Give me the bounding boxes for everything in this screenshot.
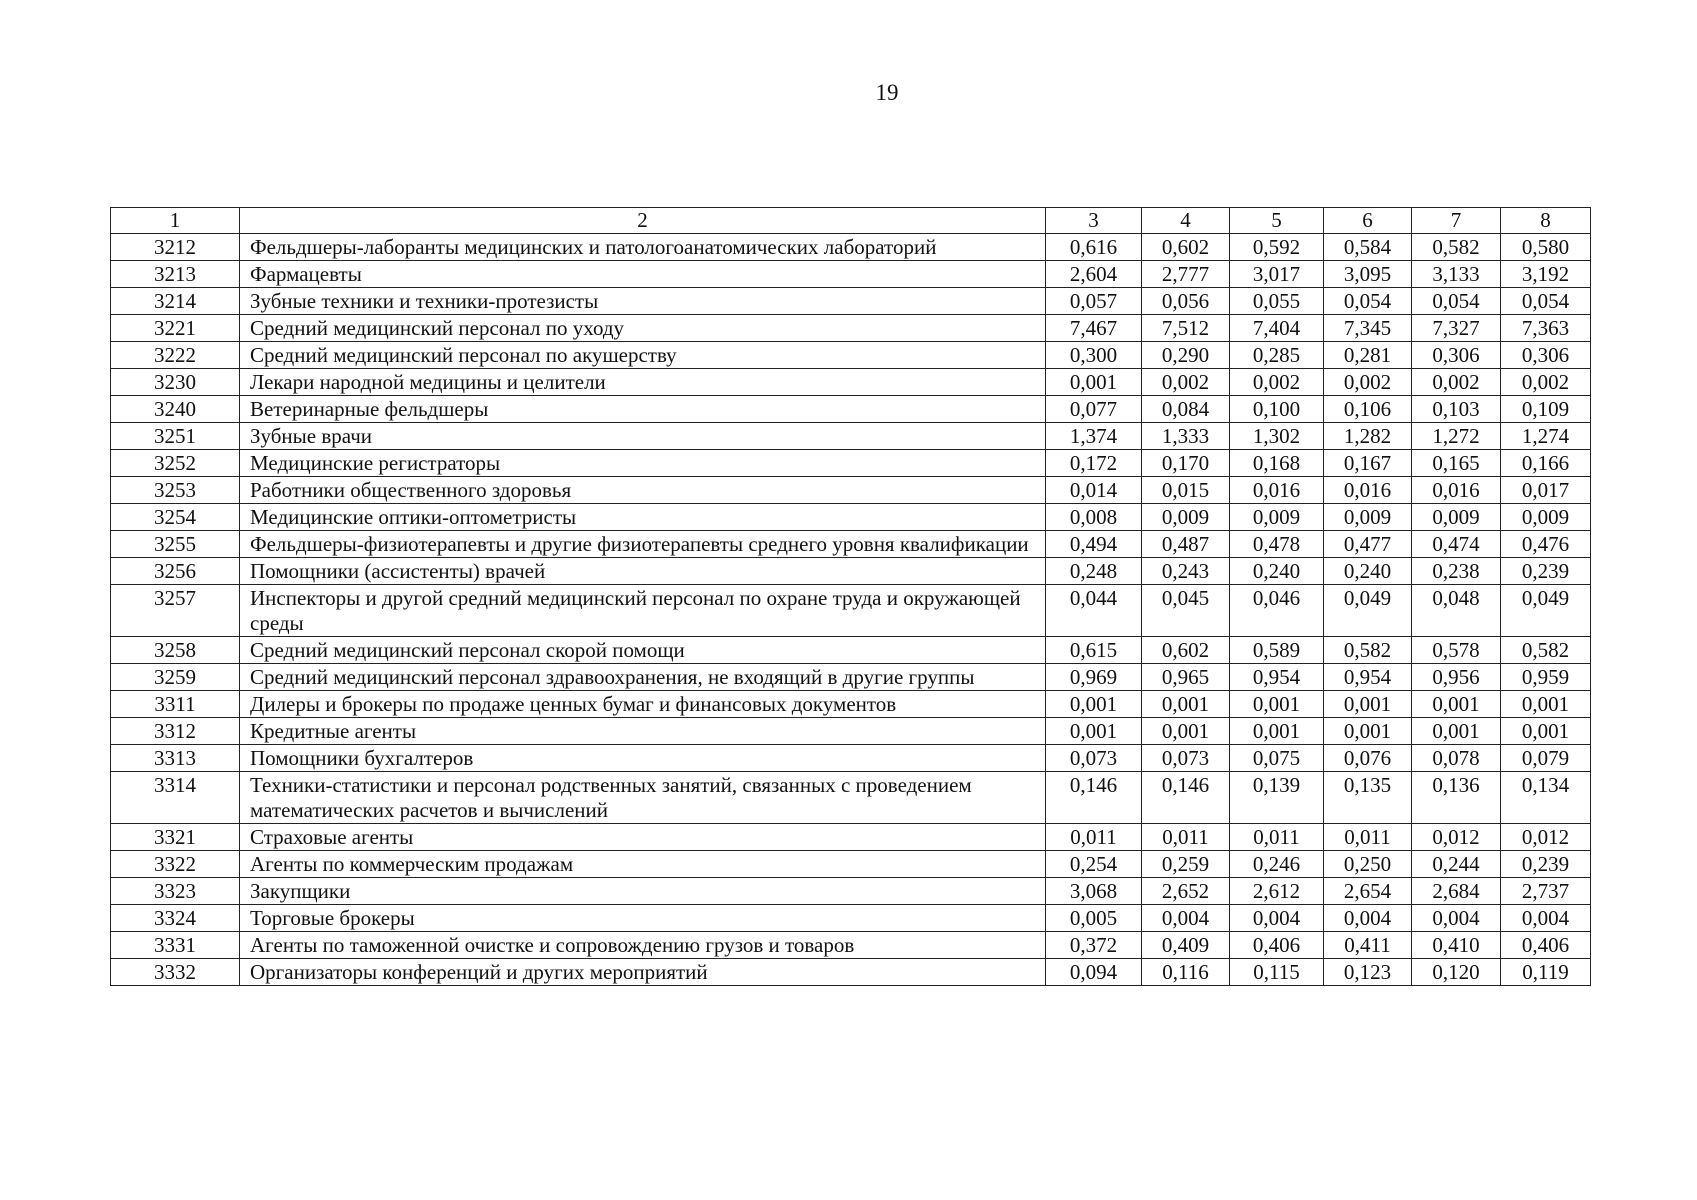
value-cell: 0,009 [1324, 504, 1412, 531]
value-cell: 0,001 [1501, 718, 1591, 745]
table-row [111, 531, 1591, 558]
value-cell: 0,004 [1324, 905, 1412, 932]
occupation-name: Инспекторы и другой средний медицинский персонал по охране труда и окружающей среды [240, 585, 1046, 637]
value-cell: 0,300 [1046, 342, 1142, 369]
value-cell: 0,578 [1412, 637, 1501, 664]
value-cell: 0,049 [1324, 585, 1412, 637]
value-cell: 0,240 [1230, 558, 1324, 585]
occupation-name: Работники общественного здоровья [240, 477, 1046, 504]
value-cell: 0,055 [1230, 288, 1324, 315]
value-cell: 0,046 [1230, 585, 1324, 637]
value-cell: 0,134 [1501, 772, 1591, 824]
value-cell: 0,589 [1230, 637, 1324, 664]
value-cell: 0,005 [1046, 905, 1142, 932]
value-cell: 3,068 [1046, 878, 1142, 905]
value-cell: 0,012 [1501, 824, 1591, 851]
value-cell: 0,243 [1142, 558, 1230, 585]
value-cell: 0,073 [1046, 745, 1142, 772]
occupation-name: Кредитные агенты [240, 718, 1046, 745]
value-cell: 0,011 [1324, 824, 1412, 851]
value-cell: 0,054 [1501, 288, 1591, 315]
value-cell: 0,116 [1142, 959, 1230, 986]
value-cell: 0,616 [1046, 234, 1142, 261]
occupation-name: Агенты по коммерческим продажам [240, 851, 1046, 878]
column-header: 7 [1412, 208, 1501, 234]
column-header: 1 [111, 208, 240, 234]
value-cell: 0,259 [1142, 851, 1230, 878]
table-row [111, 423, 1591, 450]
table-row [111, 504, 1591, 531]
value-cell: 0,012 [1412, 824, 1501, 851]
occupation-name: Средний медицинский персонал по уходу [240, 315, 1046, 342]
value-cell: 0,166 [1501, 450, 1591, 477]
table-row [111, 261, 1591, 288]
table-row [111, 315, 1591, 342]
value-cell: 3,095 [1324, 261, 1412, 288]
value-cell: 0,103 [1412, 396, 1501, 423]
value-cell: 0,119 [1501, 959, 1591, 986]
value-cell: 0,004 [1412, 905, 1501, 932]
column-header: 4 [1142, 208, 1230, 234]
value-cell: 0,009 [1412, 504, 1501, 531]
value-cell: 0,584 [1324, 234, 1412, 261]
value-cell: 0,002 [1501, 369, 1591, 396]
value-cell: 3,133 [1412, 261, 1501, 288]
column-header: 6 [1324, 208, 1412, 234]
value-cell: 0,954 [1230, 664, 1324, 691]
value-cell: 0,011 [1142, 824, 1230, 851]
value-cell: 0,056 [1142, 288, 1230, 315]
value-cell: 0,015 [1142, 477, 1230, 504]
occupation-name: Фармацевты [240, 261, 1046, 288]
value-cell: 0,478 [1230, 531, 1324, 558]
value-cell: 0,009 [1230, 504, 1324, 531]
occupation-code: 3321 [111, 824, 240, 851]
value-cell: 0,969 [1046, 664, 1142, 691]
value-cell: 0,009 [1142, 504, 1230, 531]
table-row [111, 396, 1591, 423]
occupation-code: 3311 [111, 691, 240, 718]
value-cell: 2,737 [1501, 878, 1591, 905]
value-cell: 0,285 [1230, 342, 1324, 369]
value-cell: 0,123 [1324, 959, 1412, 986]
value-cell: 0,306 [1412, 342, 1501, 369]
value-cell: 7,404 [1230, 315, 1324, 342]
value-cell: 2,652 [1142, 878, 1230, 905]
value-cell: 0,100 [1230, 396, 1324, 423]
value-cell: 3,192 [1501, 261, 1591, 288]
table-row [111, 959, 1591, 986]
value-cell: 0,004 [1501, 905, 1591, 932]
value-cell: 0,406 [1230, 932, 1324, 959]
value-cell: 0,016 [1412, 477, 1501, 504]
value-cell: 0,487 [1142, 531, 1230, 558]
occupation-code: 3313 [111, 745, 240, 772]
value-cell: 2,654 [1324, 878, 1412, 905]
occupation-name: Помощники (ассистенты) врачей [240, 558, 1046, 585]
table-row [111, 664, 1591, 691]
value-cell: 0,965 [1142, 664, 1230, 691]
value-cell: 7,327 [1412, 315, 1501, 342]
occupation-code: 3221 [111, 315, 240, 342]
table-header-row [111, 208, 1591, 234]
occupation-name: Торговые брокеры [240, 905, 1046, 932]
table-row [111, 585, 1591, 637]
value-cell: 0,016 [1230, 477, 1324, 504]
value-cell: 0,011 [1046, 824, 1142, 851]
value-cell: 0,602 [1142, 234, 1230, 261]
value-cell: 0,014 [1046, 477, 1142, 504]
value-cell: 0,254 [1046, 851, 1142, 878]
value-cell: 0,239 [1501, 558, 1591, 585]
column-header: 3 [1046, 208, 1142, 234]
value-cell: 0,002 [1412, 369, 1501, 396]
value-cell: 0,290 [1142, 342, 1230, 369]
value-cell: 0,002 [1230, 369, 1324, 396]
occupation-code: 3257 [111, 585, 240, 637]
value-cell: 0,002 [1142, 369, 1230, 396]
value-cell: 2,612 [1230, 878, 1324, 905]
table-row [111, 558, 1591, 585]
value-cell: 0,477 [1324, 531, 1412, 558]
value-cell: 0,136 [1412, 772, 1501, 824]
occupation-code: 3324 [111, 905, 240, 932]
value-cell: 0,244 [1412, 851, 1501, 878]
value-cell: 0,016 [1324, 477, 1412, 504]
table-row [111, 637, 1591, 664]
occupation-code: 3323 [111, 878, 240, 905]
table-row [111, 342, 1591, 369]
occupation-name: Фельдшеры-лаборанты медицинских и патологоанатомических лабораторий [240, 234, 1046, 261]
occupation-code: 3256 [111, 558, 240, 585]
occupation-code: 3213 [111, 261, 240, 288]
value-cell: 0,246 [1230, 851, 1324, 878]
occupation-name: Ветеринарные фельдшеры [240, 396, 1046, 423]
table-row [111, 234, 1591, 261]
table-row [111, 905, 1591, 932]
value-cell: 0,001 [1324, 718, 1412, 745]
occupation-code: 3255 [111, 531, 240, 558]
value-cell: 0,120 [1412, 959, 1501, 986]
value-cell: 0,474 [1412, 531, 1501, 558]
value-cell: 0,001 [1046, 691, 1142, 718]
value-cell: 0,250 [1324, 851, 1412, 878]
occupation-name: Техники-статистики и персонал родственных занятий, связанных с проведением математических расчетов и вычислений [240, 772, 1046, 824]
value-cell: 2,684 [1412, 878, 1501, 905]
occupation-name: Зубные врачи [240, 423, 1046, 450]
value-cell: 0,084 [1142, 396, 1230, 423]
occupation-name: Медицинские регистраторы [240, 450, 1046, 477]
value-cell: 0,170 [1142, 450, 1230, 477]
occupation-code: 3251 [111, 423, 240, 450]
occupation-name: Средний медицинский персонал по акушерству [240, 342, 1046, 369]
occupation-code: 3258 [111, 637, 240, 664]
value-cell: 0,411 [1324, 932, 1412, 959]
value-cell: 3,017 [1230, 261, 1324, 288]
value-cell: 0,139 [1230, 772, 1324, 824]
column-header: 5 [1230, 208, 1324, 234]
occupation-code: 3222 [111, 342, 240, 369]
value-cell: 0,954 [1324, 664, 1412, 691]
value-cell: 0,602 [1142, 637, 1230, 664]
value-cell: 0,372 [1046, 932, 1142, 959]
value-cell: 0,057 [1046, 288, 1142, 315]
column-header: 8 [1501, 208, 1591, 234]
value-cell: 0,001 [1412, 718, 1501, 745]
value-cell: 0,582 [1412, 234, 1501, 261]
value-cell: 0,146 [1142, 772, 1230, 824]
value-cell: 1,374 [1046, 423, 1142, 450]
table-row [111, 745, 1591, 772]
value-cell: 0,001 [1501, 691, 1591, 718]
value-cell: 0,004 [1142, 905, 1230, 932]
value-cell: 0,306 [1501, 342, 1591, 369]
occupation-code: 3240 [111, 396, 240, 423]
value-cell: 0,094 [1046, 959, 1142, 986]
value-cell: 0,008 [1046, 504, 1142, 531]
value-cell: 2,777 [1142, 261, 1230, 288]
value-cell: 0,001 [1142, 718, 1230, 745]
occupation-table [110, 207, 1591, 986]
occupation-name: Дилеры и брокеры по продаже ценных бумаг и финансовых документов [240, 691, 1046, 718]
value-cell: 0,410 [1412, 932, 1501, 959]
occupation-code: 3332 [111, 959, 240, 986]
page-number: 19 [875, 80, 899, 105]
table-row [111, 932, 1591, 959]
value-cell: 0,001 [1412, 691, 1501, 718]
value-cell: 0,001 [1142, 691, 1230, 718]
value-cell: 0,001 [1046, 369, 1142, 396]
value-cell: 0,054 [1412, 288, 1501, 315]
table-row [111, 450, 1591, 477]
value-cell: 0,956 [1412, 664, 1501, 691]
value-cell: 0,167 [1324, 450, 1412, 477]
value-cell: 0,146 [1046, 772, 1142, 824]
value-cell: 0,109 [1501, 396, 1591, 423]
occupation-code: 3259 [111, 664, 240, 691]
value-cell: 0,248 [1046, 558, 1142, 585]
value-cell: 0,281 [1324, 342, 1412, 369]
occupation-name: Страховые агенты [240, 824, 1046, 851]
value-cell: 7,512 [1142, 315, 1230, 342]
occupation-code: 3253 [111, 477, 240, 504]
occupation-name: Зубные техники и техники-протезисты [240, 288, 1046, 315]
value-cell: 0,017 [1501, 477, 1591, 504]
value-cell: 0,615 [1046, 637, 1142, 664]
table-row [111, 878, 1591, 905]
value-cell: 1,272 [1412, 423, 1501, 450]
occupation-name: Лекари народной медицины и целители [240, 369, 1046, 396]
table-body [111, 234, 1591, 986]
value-cell: 0,001 [1230, 691, 1324, 718]
table-row [111, 772, 1591, 824]
column-header: 2 [240, 208, 1046, 234]
value-cell: 0,115 [1230, 959, 1324, 986]
table-row [111, 718, 1591, 745]
occupation-name: Закупщики [240, 878, 1046, 905]
value-cell: 1,282 [1324, 423, 1412, 450]
occupation-name: Помощники бухгалтеров [240, 745, 1046, 772]
value-cell: 0,476 [1501, 531, 1591, 558]
value-cell: 0,045 [1142, 585, 1230, 637]
value-cell: 0,077 [1046, 396, 1142, 423]
value-cell: 7,363 [1501, 315, 1591, 342]
occupation-code: 3230 [111, 369, 240, 396]
table-row [111, 851, 1591, 878]
value-cell: 0,078 [1412, 745, 1501, 772]
table-row [111, 691, 1591, 718]
value-cell: 0,592 [1230, 234, 1324, 261]
occupation-name: Средний медицинский персонал здравоохранения, не входящий в другие группы [240, 664, 1046, 691]
value-cell: 1,333 [1142, 423, 1230, 450]
value-cell: 0,079 [1501, 745, 1591, 772]
value-cell: 0,011 [1230, 824, 1324, 851]
value-cell: 0,959 [1501, 664, 1591, 691]
value-cell: 0,076 [1324, 745, 1412, 772]
occupation-code: 3212 [111, 234, 240, 261]
value-cell: 0,582 [1324, 637, 1412, 664]
value-cell: 1,274 [1501, 423, 1591, 450]
value-cell: 0,106 [1324, 396, 1412, 423]
value-cell: 0,172 [1046, 450, 1142, 477]
value-cell: 0,582 [1501, 637, 1591, 664]
value-cell: 0,409 [1142, 932, 1230, 959]
value-cell: 7,345 [1324, 315, 1412, 342]
value-cell: 0,001 [1230, 718, 1324, 745]
table-row [111, 477, 1591, 504]
value-cell: 0,168 [1230, 450, 1324, 477]
value-cell: 0,075 [1230, 745, 1324, 772]
value-cell: 0,238 [1412, 558, 1501, 585]
occupation-code: 3254 [111, 504, 240, 531]
value-cell: 0,002 [1324, 369, 1412, 396]
value-cell: 0,494 [1046, 531, 1142, 558]
occupation-code: 3322 [111, 851, 240, 878]
value-cell: 1,302 [1230, 423, 1324, 450]
value-cell: 0,001 [1324, 691, 1412, 718]
table-row [111, 369, 1591, 396]
value-cell: 0,049 [1501, 585, 1591, 637]
value-cell: 0,580 [1501, 234, 1591, 261]
occupation-code: 3312 [111, 718, 240, 745]
occupation-name: Фельдшеры-физиотерапевты и другие физиотерапевты среднего уровня квалификации [240, 531, 1046, 558]
occupation-name: Средний медицинский персонал скорой помощи [240, 637, 1046, 664]
value-cell: 0,044 [1046, 585, 1142, 637]
occupation-name: Агенты по таможенной очистке и сопровождению грузов и товаров [240, 932, 1046, 959]
occupation-code: 3331 [111, 932, 240, 959]
occupation-code: 3314 [111, 772, 240, 824]
value-cell: 0,048 [1412, 585, 1501, 637]
table-row [111, 288, 1591, 315]
occupation-name: Организаторы конференций и других мероприятий [240, 959, 1046, 986]
value-cell: 0,135 [1324, 772, 1412, 824]
value-cell: 0,239 [1501, 851, 1591, 878]
value-cell: 0,073 [1142, 745, 1230, 772]
value-cell: 0,004 [1230, 905, 1324, 932]
occupation-code: 3252 [111, 450, 240, 477]
occupation-name: Медицинские оптики-оптометристы [240, 504, 1046, 531]
value-cell: 0,165 [1412, 450, 1501, 477]
value-cell: 0,406 [1501, 932, 1591, 959]
value-cell: 0,001 [1046, 718, 1142, 745]
value-cell: 0,240 [1324, 558, 1412, 585]
occupation-code: 3214 [111, 288, 240, 315]
value-cell: 2,604 [1046, 261, 1142, 288]
value-cell: 7,467 [1046, 315, 1142, 342]
value-cell: 0,009 [1501, 504, 1591, 531]
value-cell: 0,054 [1324, 288, 1412, 315]
table-row [111, 824, 1591, 851]
